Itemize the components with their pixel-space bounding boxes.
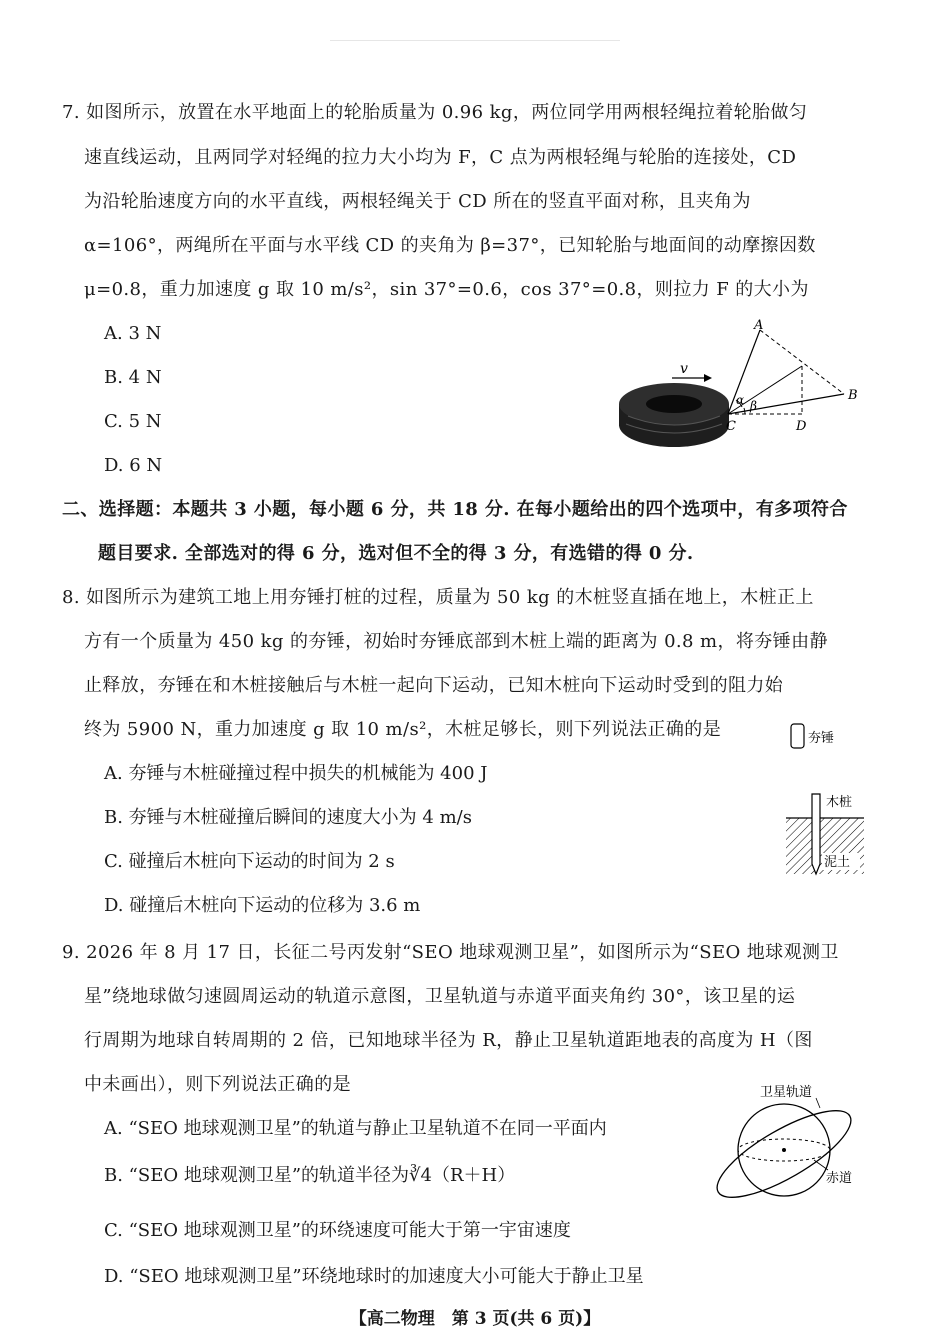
label-alpha: α <box>736 393 745 407</box>
hammer-shape <box>791 724 804 748</box>
q7-option-a: A. 3 N <box>104 323 162 344</box>
section2-line-1: 二、选择题：本题共 3 小题，每小题 6 分，共 18 分. 在每小题给出的四个选项中，有多项符合 <box>62 499 848 520</box>
q9-option-c: C. “SEO 地球观测卫星”的环绕速度可能大于第一宇宙速度 <box>104 1220 571 1241</box>
q9-option-a: A. “SEO 地球观测卫星”的轨道与静止卫星轨道不在同一平面内 <box>104 1118 607 1139</box>
label-orbit: 卫星轨道 <box>760 1085 813 1100</box>
q9-option-d: D. “SEO 地球观测卫星”环绕地球时的加速度大小可能大于静止卫星 <box>104 1266 644 1287</box>
q7-tire-figure <box>612 318 872 450</box>
top-rule <box>330 40 620 41</box>
q9-orbit-figure <box>708 1078 868 1200</box>
label-equator: 赤道 <box>826 1171 853 1186</box>
q7-line-2: 速直线运动，且两同学对轻绳的拉力大小均为 F，C 点为两根轻绳与轮胎的连接处，CD <box>84 147 797 168</box>
q7-line-3: 为沿轮胎速度方向的水平直线，两根轻绳关于 CD 所在的竖直平面对称，且夹角为 <box>84 191 751 212</box>
label-beta: β <box>750 399 757 413</box>
q8-option-d: D. 碰撞后木桩向下运动的位移为 3.6 m <box>104 895 421 916</box>
section2-line-2: 题目要求. 全部选对的得 6 分，选对但不全的得 3 分，有选错的得 0 分. <box>98 543 694 564</box>
label-hammer: 夯锤 <box>808 731 835 746</box>
label-a: A <box>754 318 764 333</box>
q9-line-3: 行周期为地球自转周期的 2 倍，已知地球半径为 R，静止卫星轨道距地表的高度为 H（图 <box>84 1030 813 1051</box>
label-c: C <box>726 419 736 434</box>
q8-line-3: 止释放，夯锤在和木桩接触后与木桩一起向下运动，已知木桩向下运动时受到的阻力始 <box>84 675 784 696</box>
q8-line-2: 方有一个质量为 450 kg 的夯锤，初始时夯锤底部到木桩上端的距离为 0.8 m，将夯锤由静 <box>84 631 828 652</box>
q9-line-1: 9. 2026 年 8 月 17 日，长征二号丙发射“SEO 地球观测卫星”，如图所示为“SEO 地球观测卫 <box>62 942 839 963</box>
q8-line-4: 终为 5900 N，重力加速度 g 取 10 m/s²，木桩足够长，则下列说法正确的是 <box>84 719 722 740</box>
q8-option-c: C. 碰撞后木桩向下运动的时间为 2 s <box>104 851 395 872</box>
label-d: D <box>796 419 807 434</box>
q9-line-2: 星”绕地球做匀速圆周运动的轨道示意图，卫星轨道与赤道平面夹角约 30°，该卫星的运 <box>84 986 796 1007</box>
pile-shape <box>812 794 820 874</box>
q7-line-4: α=106°，两绳所在平面与水平线 CD 的夹角为 β=37°，已知轮胎与地面间的动摩擦因数 <box>84 235 816 256</box>
q7-option-d: D. 6 N <box>104 455 163 476</box>
q8-option-a: A. 夯锤与木桩碰撞过程中损失的机械能为 400 J <box>104 763 488 784</box>
label-pile: 木桩 <box>826 795 853 810</box>
q7-line-1: 7. 如图所示，放置在水平地面上的轮胎质量为 0.96 kg，两位同学用两根轻绳拉着轮胎做匀 <box>62 102 808 123</box>
label-v: v <box>680 361 688 377</box>
page-footer: 【高二物理 第 3 页(共 6 页)】 <box>349 1309 601 1329</box>
label-b: B <box>848 388 858 403</box>
q7-option-c: C. 5 N <box>104 411 162 432</box>
q8-option-b: B. 夯锤与木桩碰撞后瞬间的速度大小为 4 m/s <box>104 807 472 828</box>
q9-line-4: 中未画出），则下列说法正确的是 <box>84 1074 351 1095</box>
q7-option-b: B. 4 N <box>104 367 162 388</box>
q7-line-5: μ=0.8，重力加速度 g 取 10 m/s²，sin 37°=0.6，cos 37°=0.8，则拉力 F 的大小为 <box>84 279 809 300</box>
q8-line-1: 8. 如图所示为建筑工地上用夯锤打桩的过程，质量为 50 kg 的木桩竖直插在地上，木桩正上 <box>62 587 814 608</box>
q9-option-b: B. “SEO 地球观测卫星”的轨道半径为∛4（R＋H） <box>104 1165 516 1186</box>
label-soil: 泥土 <box>824 855 851 870</box>
q8-pile-figure <box>780 718 870 880</box>
earth-center <box>782 1148 786 1152</box>
rope-cb <box>728 394 844 414</box>
